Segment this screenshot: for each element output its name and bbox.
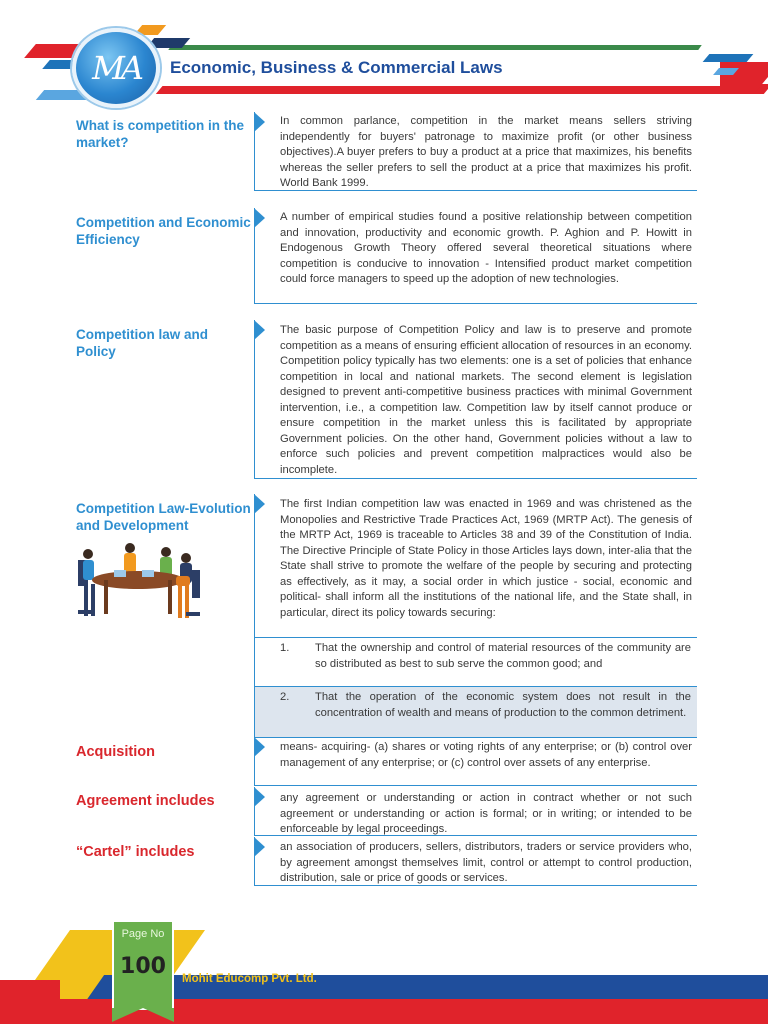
arrow-marker bbox=[254, 837, 265, 857]
section-text-agreement: any agreement or understanding or action in contract whether or not such agreement or understanding or action is formal; or in writing; or intended to be enforceable by legal proceedings. bbox=[280, 792, 692, 835]
section-divider-vertical bbox=[254, 837, 255, 885]
header-green-stripe bbox=[168, 45, 702, 50]
section-divider-horizontal bbox=[254, 303, 697, 304]
section-text-competition-market: In common parlance, competition in the market means sellers striving independently for buyers' patronage to maximize profit (or other business objectives).A buyer prefers to buy a product at a price that maximizes, his benefits whereas the seller prefers to sell the product at a price that maximizes his profit. World Bank 1999. bbox=[280, 115, 692, 189]
section-label-law-evolution: Competition Law-Evolution and Development bbox=[76, 501, 251, 533]
section-text-cartel: an association of producers, sellers, distributors, traders or service providers who, by agreement amongst themselves limit, control or attempt to control production, distribution, sale or price of goods or services. bbox=[280, 841, 692, 884]
page-number-badge bbox=[112, 920, 174, 1010]
arrow-marker bbox=[254, 737, 265, 757]
logo bbox=[72, 28, 160, 108]
section-label-economic-efficiency: Competition and Economic Efficiency bbox=[76, 215, 251, 247]
arrow-marker bbox=[254, 320, 265, 340]
page-footer bbox=[0, 900, 768, 1024]
page-number: 100 bbox=[120, 954, 166, 979]
section-divider-horizontal bbox=[254, 478, 697, 479]
header-blue-stripe bbox=[703, 54, 754, 62]
list-item-number: 1. bbox=[280, 642, 290, 654]
list-item bbox=[255, 687, 697, 737]
arrow-marker bbox=[254, 787, 265, 807]
section-label-acquisition: Acquisition bbox=[76, 744, 155, 760]
section-divider-horizontal bbox=[254, 737, 697, 738]
section-text-acquisition: means- acquiring- (a) shares or voting rights of any enterprise; or (b) control over management of any enterprise; or (c) control over assets of any enterprise. bbox=[280, 741, 692, 769]
section-divider-horizontal bbox=[254, 785, 697, 786]
section-divider-horizontal bbox=[254, 835, 697, 836]
page-header bbox=[0, 0, 768, 110]
section-text-law-and-policy: The basic purpose of Competition Policy and law is to preserve and promote competition as a means of ensuring efficient allocation of resources in an economy. Competition policy typically has two elements: one is a set of policies that enhance competition in local and national markets. The second element is legislation designed to prevent anti-competitive business practices with minimal Government intervention, i.e., a competition law. Competition law by itself cannot produce or ensure competition in the market unless this is facilitated by appropriate Government policies. On the other hand, Government policies without a law to enforce such policies and prevent competition malpractices would also be incomplete. bbox=[280, 324, 692, 476]
section-label-competition-market: What is competition in the market? bbox=[76, 118, 244, 150]
meeting-illustration bbox=[74, 540, 204, 630]
company-name: Mohit Educomp Pvt. Ltd. bbox=[182, 973, 317, 985]
section-divider-horizontal bbox=[254, 885, 697, 886]
section-label-law-and-policy: Competition law and Policy bbox=[76, 327, 209, 359]
list-item-number: 2. bbox=[280, 691, 290, 703]
section-divider-horizontal bbox=[254, 190, 697, 191]
section-text-law-evolution: The first Indian competition law was enacted in 1969 and was christened as the Monopolies and Restrictive Trade Practices Act, 1969 (MRTP Act). The genesis of the MRTP Act, 1969 is traceable to Articles 38 and 39 of the Constitution of India. The Directive Principle of State Policy in those Articles lays down, inter-alia that the State shall strive to promote the welfare of the people by securing and protecting as effectively, as it may, a social order in which justice - social, economic and political- shall inform all the institutions of the national life, and the State shall, in particular, direct its policy towards securing: bbox=[280, 498, 692, 619]
list-item bbox=[255, 638, 697, 686]
badge-ribbon-tail bbox=[112, 1008, 174, 1022]
list-item-text: That the operation of the economic system does not result in the concentration of wealth and means of production to the common detriment. bbox=[315, 691, 691, 719]
section-divider-vertical bbox=[254, 787, 255, 835]
section-divider-vertical bbox=[254, 737, 255, 785]
arrow-marker bbox=[254, 208, 265, 228]
arrow-marker bbox=[254, 112, 265, 132]
section-text-economic-efficiency: A number of empirical studies found a positive relationship between competition and innovation, productivity and economic growth. P. Aghion and P. Howitt in Endogenous Growth Theory offered several theoretical situations where competition is conducive to innovation - Intensified product market competition could force managers to speed up the adoption of new technologies. bbox=[280, 211, 692, 285]
section-label-cartel: “Cartel” includes bbox=[76, 844, 195, 860]
list-item-text: That the ownership and control of material resources of the community are so distributed as best to sub serve the common good; and bbox=[315, 642, 691, 670]
page-title: Economic, Business & Commercial Laws bbox=[170, 58, 503, 77]
section-divider-vertical bbox=[254, 112, 255, 190]
page-number-label: Page No bbox=[121, 928, 165, 940]
logo-text: MA bbox=[92, 49, 140, 87]
section-divider-vertical bbox=[254, 208, 255, 303]
section-divider-vertical bbox=[254, 320, 255, 478]
section-label-agreement: Agreement includes bbox=[76, 793, 215, 809]
arrow-marker bbox=[254, 494, 265, 514]
